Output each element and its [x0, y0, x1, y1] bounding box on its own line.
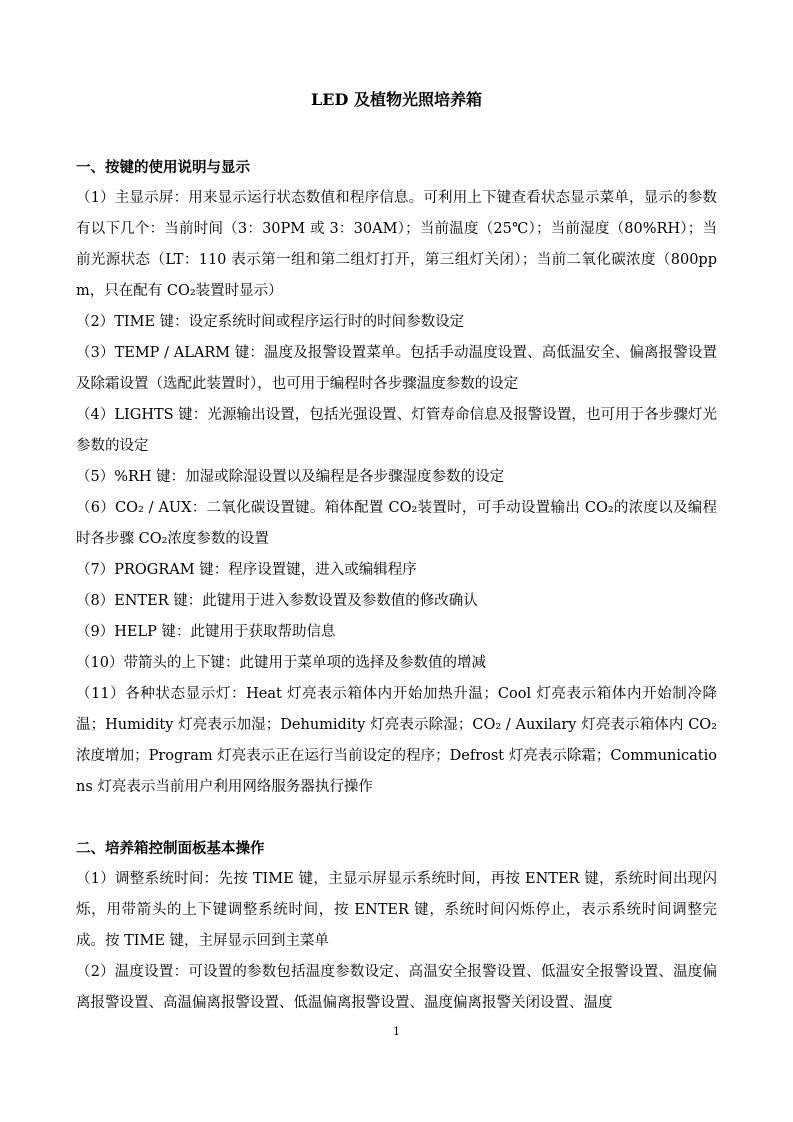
- paragraph: （4）LIGHTS 键：光源输出设置，包括光强设置、灯管寿命信息及报警设置，也可用于各步骤灯光参数的设定: [76, 407, 717, 454]
- paragraph: （1）主显示屏：用来显示运行状态数值和程序信息。可利用上下键查看状态显示菜单，显示的参数有以下几个：当前时间（3：30PM 或 3：30AM）；当前温度（25℃）；当前湿度（80%RH）；当前光源状态（LT：110 表示第一组和第二组灯打开，第三组灯关闭）；当前二氧化碳浓度（800ppm，只在配有 CO₂装置时显示）: [76, 190, 717, 299]
- paragraph: （9）HELP 键：此键用于获取帮助信息: [76, 624, 336, 640]
- paragraph: （5）%RH 键：加湿或除湿设置以及编程是各步骤湿度参数的设定: [76, 469, 505, 485]
- section-heading-buttons: 一、按键的使用说明与显示: [76, 159, 250, 176]
- page-number: 1: [393, 1025, 400, 1038]
- paragraph: （11）各种状态显示灯：Heat 灯亮表示箱体内开始加热升温；Cool 灯亮表示箱体内开始制冷降温；Humidity 灯亮表示加湿；Dehumidity 灯亮表示除湿；CO₂ / Auxilary 灯亮表示箱体内 CO₂浓度增加；Program 灯亮表示正在运行当前设定的程序；Defrost 灯亮表示除霜；Communications 灯亮表示当前用户利用网络服务器执行操作: [76, 686, 717, 795]
- paragraph: （2）TIME 键：设定系统时间或程序运行时的时间参数设定: [76, 314, 465, 330]
- document-page: [76, 86, 717, 1019]
- paragraph: （3）TEMP / ALARM 键：温度及报警设置菜单。包括手动温度设置、高低温安全、偏离报警设置及除霜设置（选配此装置时），也可用于编程时各步骤温度参数的设定: [76, 345, 717, 392]
- paragraph: （10）带箭头的上下键：此键用于菜单项的选择及参数值的增减: [76, 655, 486, 671]
- paragraph: （8）ENTER 键：此键用于进入参数设置及参数值的修改确认: [76, 593, 478, 609]
- document-title: LED 及植物光照培养箱: [311, 90, 482, 109]
- paragraph: （7）PROGRAM 键：程序设置键，进入或编辑程序: [76, 562, 417, 578]
- paragraph: （2）温度设置：可设置的参数包括温度参数设定、高温安全报警设置、低温安全报警设置、温度偏离报警设置、高温偏离报警设置、低温偏离报警设置、温度偏离报警关闭设置、温度: [76, 964, 717, 1011]
- section-heading-panel-operation: 二、培养箱控制面板基本操作: [76, 840, 265, 857]
- paragraph: （1）调整系统时间：先按 TIME 键，主显示屏显示系统时间，再按 ENTER 键，系统时间出现闪烁，用带箭头的上下键调整系统时间，按 ENTER 键，系统时间闪烁停止，表示系统时间调整完成。按 TIME 键，主屏显示回到主菜单: [76, 871, 717, 949]
- paragraph: （6）CO₂ / AUX：二氧化碳设置键。箱体配置 CO₂装置时，可手动设置输出 CO₂的浓度以及编程时各步骤 CO₂浓度参数的设置: [76, 500, 717, 547]
